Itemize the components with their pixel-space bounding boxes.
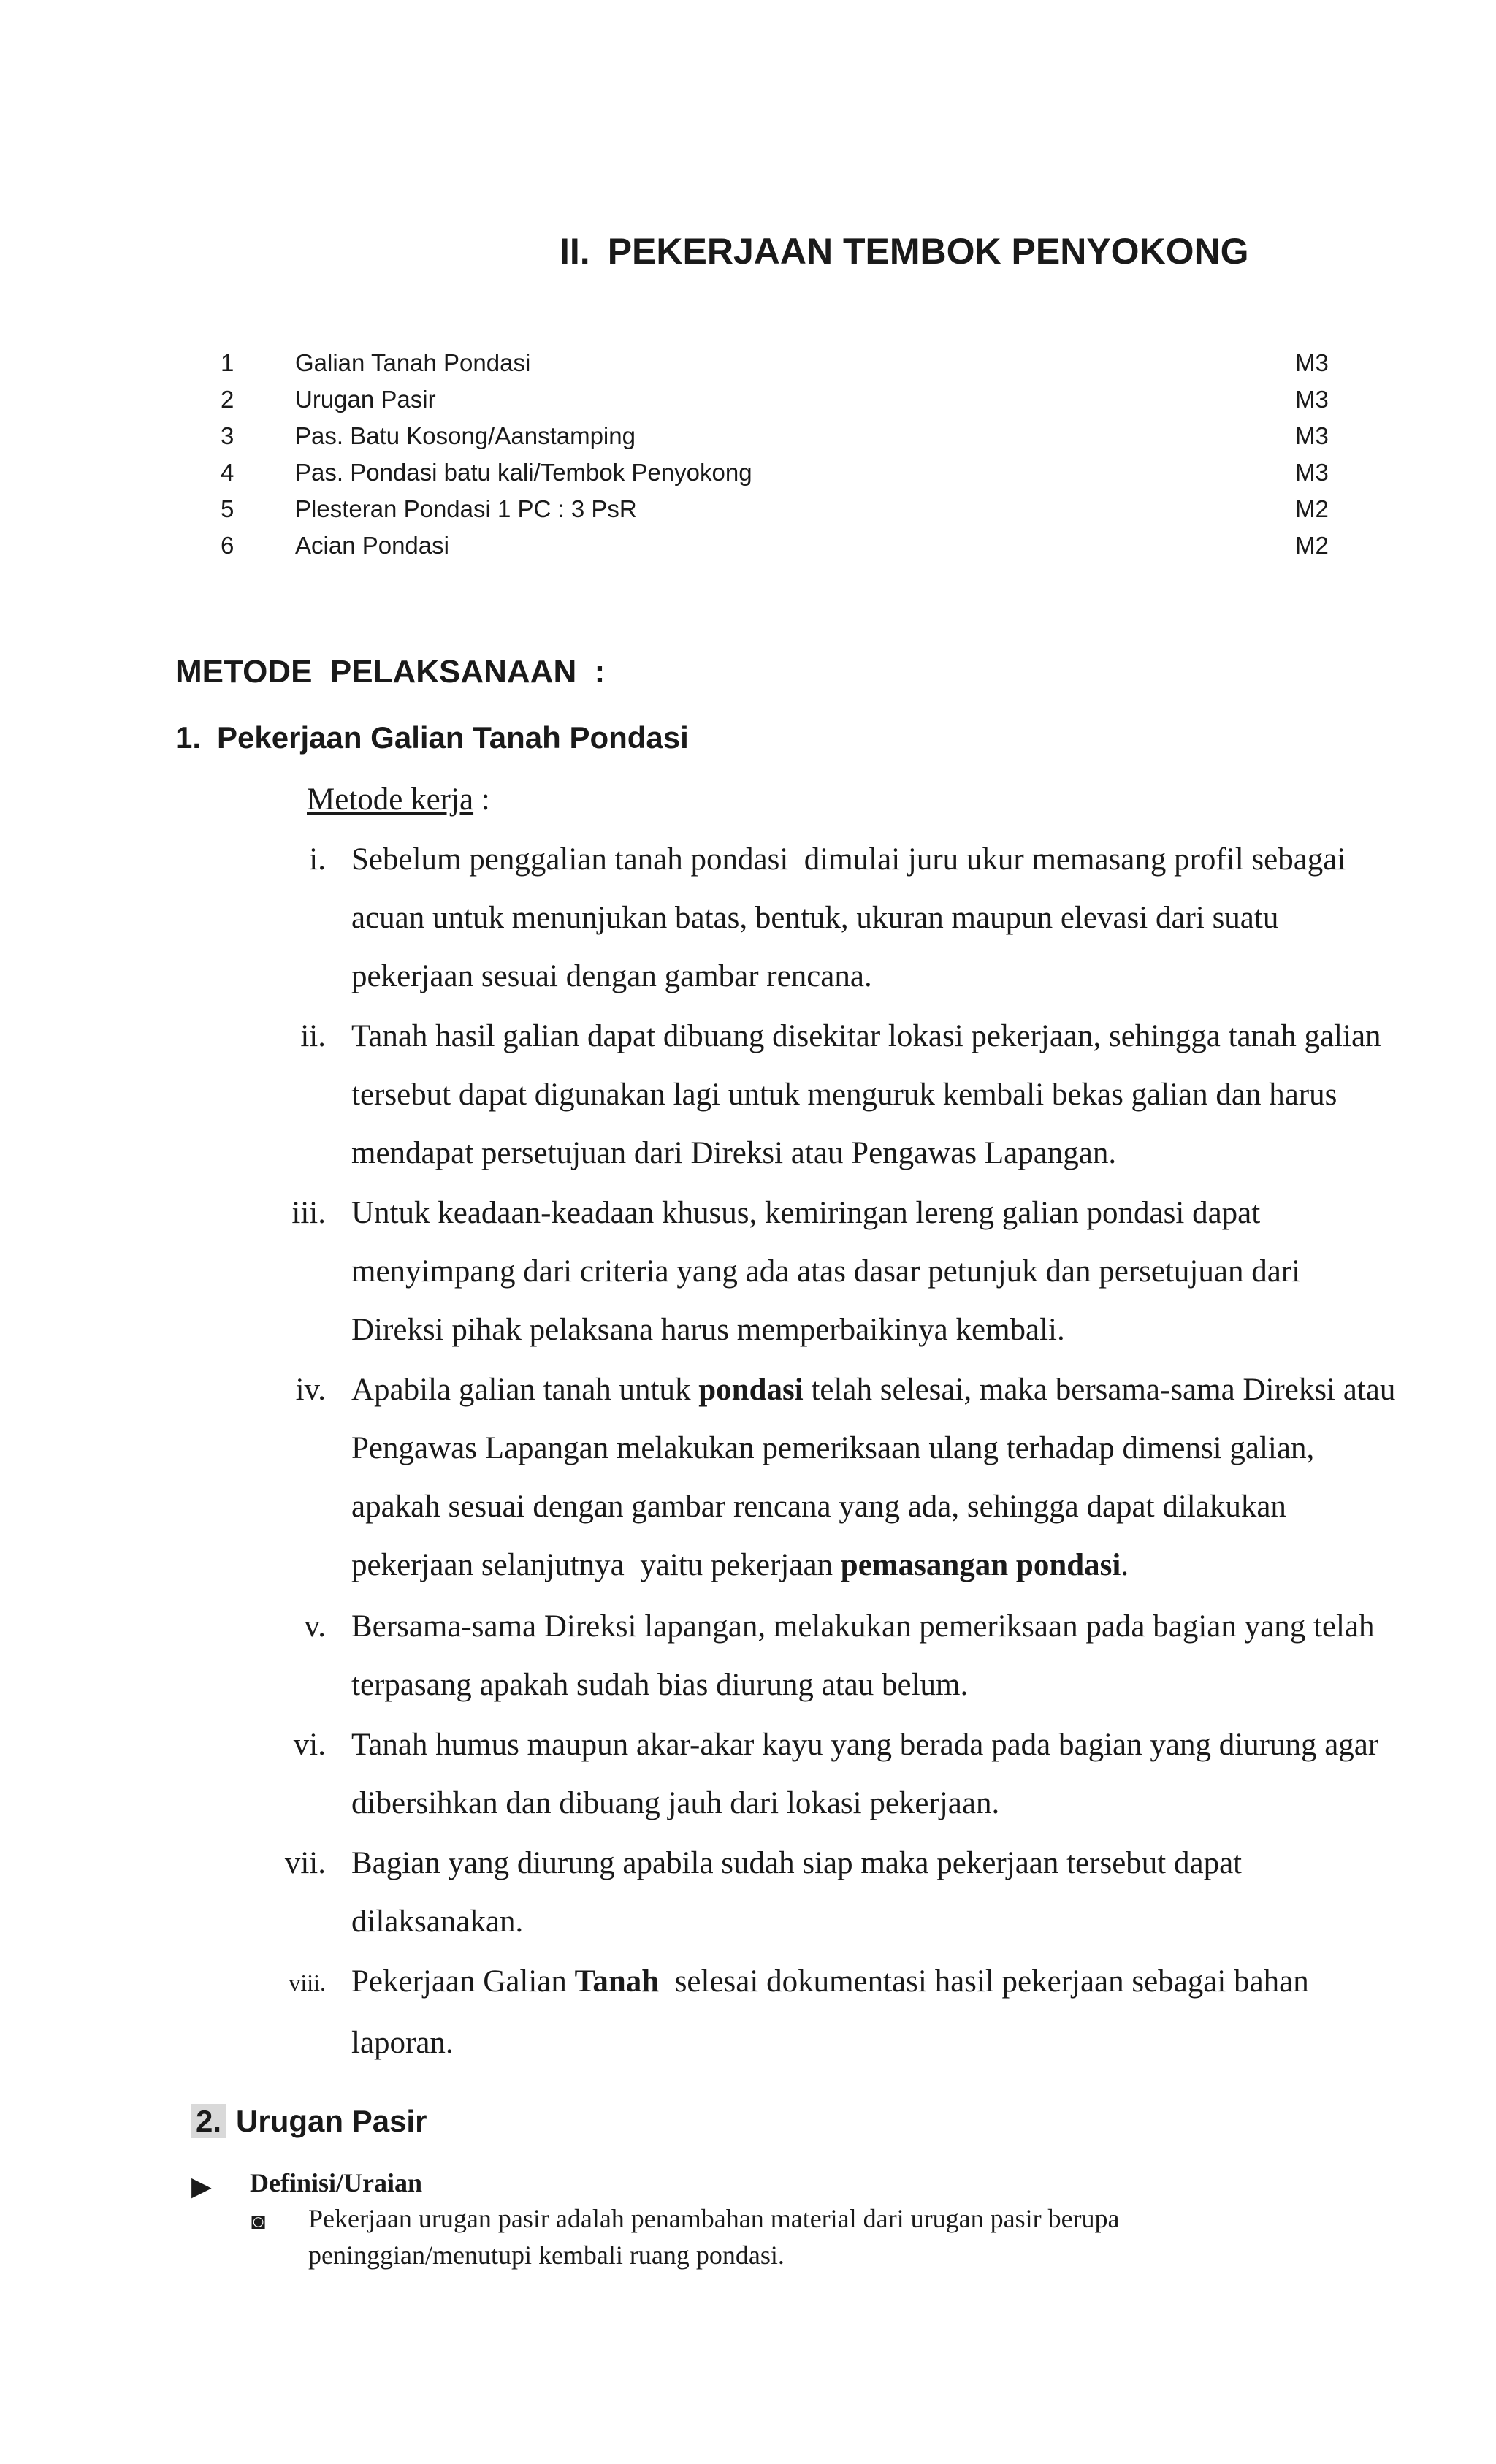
item-number: 1 — [221, 349, 234, 376]
definition-heading: Definisi/Uraian — [250, 2168, 423, 2197]
table-row — [0, 422, 1496, 459]
item-line — [351, 842, 1492, 877]
item-numeral: ii. — [300, 1019, 326, 1053]
item-line: dibersihkan dan dibuang jauh dari lokasi pekerjaan. — [351, 1786, 1000, 1820]
item-unit: M3 — [1295, 386, 1329, 413]
item-unit: M2 — [1295, 532, 1329, 559]
table-row — [0, 386, 1496, 422]
item-unit: M2 — [1295, 495, 1329, 522]
section-1-title: Pekerjaan Galian Tanah Pondasi — [217, 720, 689, 755]
bold-text: pondasi — [698, 1373, 804, 1407]
item-line — [351, 1372, 1492, 1408]
item-line: Untuk keadaan-keadaan khusus, kemiringan lereng galian pondasi dapat — [351, 1196, 1261, 1230]
table-row — [0, 532, 1496, 568]
item-line: Direksi pihak pelaksana harus memperbaikinya kembali. — [351, 1313, 1065, 1347]
item-line: Pengawas Lapangan melakukan pemeriksaan ulang terhadap dimensi galian, — [351, 1431, 1315, 1465]
item-unit: M3 — [1295, 349, 1329, 376]
item-number: 5 — [221, 495, 234, 522]
section-1-heading — [175, 720, 689, 755]
metode-kerja-label — [307, 782, 490, 817]
metode-kerja-colon: : — [473, 782, 490, 817]
item-unit: M3 — [1295, 422, 1329, 449]
item-line: menyimpang dari criteria yang ada atas dasar petunjuk dan persetujuan dari — [351, 1254, 1301, 1289]
metode-heading: METODE PELAKSANAAN : — [175, 654, 606, 690]
item-numeral: i. — [309, 842, 326, 877]
item-line: acuan untuk menunjukan batas, bentuk, ukuran maupun elevasi dari suatu — [351, 901, 1279, 935]
item-numeral: vi. — [293, 1728, 326, 1762]
item-numeral: viii. — [289, 1969, 326, 1996]
section-2-heading — [191, 2104, 427, 2139]
arrow-bullet-icon: ▶ — [191, 2172, 212, 2201]
item-line: terpasang apakah sudah bias diurung atau belum. — [351, 1668, 969, 1702]
bold-text: pemasangan pondasi — [840, 1548, 1121, 1582]
table-row — [0, 459, 1496, 495]
item-numeral: iii. — [291, 1196, 326, 1230]
metode-kerja-text: Metode kerja — [307, 782, 474, 817]
line-text: Sebelum penggalian tanah pondasi dimulai juru ukur memasang profil sebagai — [351, 842, 1346, 877]
line-text: pekerjaan selanjutnya yaitu pekerjaan — [351, 1548, 841, 1582]
table-row — [0, 349, 1496, 386]
item-line: tersebut dapat digunakan lagi untuk menguruk kembali bekas galian dan harus — [351, 1077, 1337, 1112]
line-text: selesai dokumentasi hasil pekerjaan sebagai bahan — [659, 1964, 1309, 1999]
item-number: 3 — [221, 422, 234, 449]
item-description: Plesteran Pondasi 1 PC : 3 PsR — [295, 495, 637, 522]
item-description: Pas. Batu Kosong/Aanstamping — [295, 422, 636, 449]
section-2-title: Urugan Pasir — [236, 2104, 427, 2138]
item-line: laporan. — [351, 2026, 454, 2060]
definition-line: Pekerjaan urugan pasir adalah penambahan material dari urugan pasir berupa — [308, 2204, 1120, 2233]
item-number: 2 — [221, 386, 234, 413]
item-line: apakah sesuai dengan gambar rencana yang ada, sehingga dapat dilakukan — [351, 1490, 1286, 1524]
item-line — [351, 1964, 1492, 1999]
item-line: pekerjaan sesuai dengan gambar rencana. — [351, 959, 872, 993]
title-text: PEKERJAAN TEMBOK PENYOKONG — [607, 231, 1249, 272]
page-title — [560, 230, 1249, 272]
item-description: Acian Pondasi — [295, 532, 449, 559]
item-line: Bersama-sama Direksi lapangan, melakukan pemeriksaan pada bagian yang telah — [351, 1609, 1375, 1644]
item-description: Pas. Pondasi batu kali/Tembok Penyokong — [295, 459, 752, 486]
item-description: Urugan Pasir — [295, 386, 436, 413]
item-numeral: iv. — [295, 1373, 326, 1407]
line-text: telah selesai, maka bersama-sama Direksi atau — [803, 1373, 1396, 1407]
section-2-number: 2. — [191, 2104, 226, 2138]
item-line: Tanah humus maupun akar-akar kayu yang berada pada bagian yang diurung agar — [351, 1728, 1379, 1762]
item-line: Bagian yang diurung apabila sudah siap maka pekerjaan tersebut dapat — [351, 1846, 1243, 1880]
item-line: mendapat persetujuan dari Direksi atau Pengawas Lapangan. — [351, 1136, 1117, 1170]
item-line: Tanah hasil galian dapat dibuang disekitar lokasi pekerjaan, sehingga tanah galian — [351, 1019, 1381, 1053]
item-line: dilaksanakan. — [351, 1904, 524, 1939]
definition-line: peninggian/menutupi kembali ruang pondasi. — [308, 2240, 785, 2270]
item-numeral: v. — [304, 1609, 326, 1644]
item-line — [351, 1547, 1492, 1583]
square-bullet-icon: ◙ — [251, 2208, 266, 2234]
item-description: Galian Tanah Pondasi — [295, 349, 531, 376]
item-number: 4 — [221, 459, 234, 486]
title-number: II. — [560, 231, 590, 272]
line-text: Pekerjaan Galian — [351, 1964, 575, 1999]
item-numeral: vii. — [284, 1846, 326, 1880]
line-text: Apabila galian tanah untuk — [351, 1373, 699, 1407]
section-1-number: 1. — [175, 720, 202, 755]
item-number: 6 — [221, 532, 234, 559]
item-unit: M3 — [1295, 459, 1329, 486]
bold-text: Tanah — [574, 1964, 660, 1999]
line-text: . — [1121, 1548, 1129, 1582]
table-row — [0, 495, 1496, 532]
